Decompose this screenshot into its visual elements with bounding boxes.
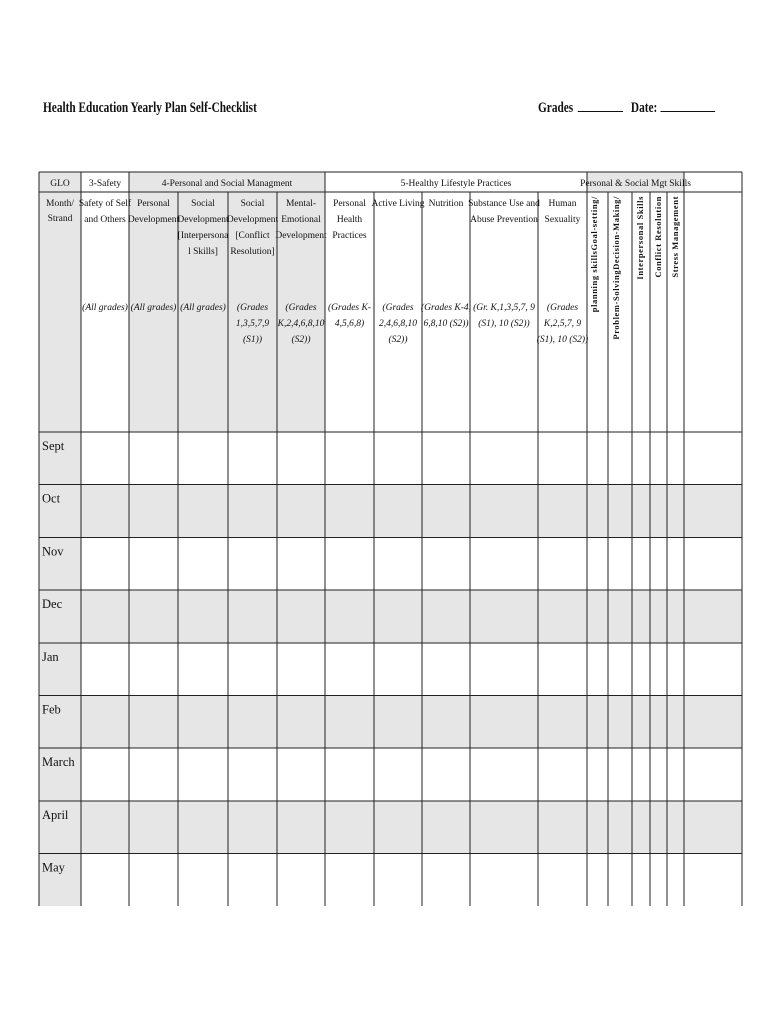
checklist-cell[interactable] [632,485,650,538]
checklist-cell[interactable] [422,537,470,590]
checklist-cell[interactable] [374,643,422,696]
checklist-cell[interactable] [587,485,608,538]
checklist-cell[interactable] [667,748,684,801]
checklist-cell[interactable] [650,432,667,485]
group-safety: 3-Safety [88,179,122,189]
checklist-cell[interactable] [538,537,587,590]
checklist-cell[interactable] [608,854,632,907]
checklist-cell[interactable] [608,590,632,643]
checklist-cell[interactable] [178,537,228,590]
checklist-cell[interactable] [374,748,422,801]
checklist-cell[interactable] [587,590,608,643]
checklist-cell[interactable] [422,485,470,538]
checklist-cell[interactable] [632,590,650,643]
checklist-cell[interactable] [277,854,325,907]
checklist-cell[interactable] [684,854,742,907]
checklist-cell[interactable] [470,748,538,801]
checklist-cell[interactable] [228,485,277,538]
checklist-cell[interactable] [470,485,538,538]
skill-header-1: planning skillsGoal-setting/ [589,196,599,313]
column-header-4: Resolution] [230,247,275,257]
checklist-cell[interactable] [538,432,587,485]
checklist-cell[interactable] [81,485,129,538]
checklist-cell[interactable] [650,801,667,854]
checklist-cell[interactable] [228,696,277,749]
checklist-cell[interactable] [608,748,632,801]
checklist-cell[interactable] [538,696,587,749]
checklist-cell[interactable] [129,537,178,590]
checklist-cell[interactable] [178,590,228,643]
checklist-cell[interactable] [650,590,667,643]
column-grades-4: (Grades [236,303,269,313]
checklist-cell[interactable] [587,696,608,749]
checklist-cell[interactable] [81,590,129,643]
checklist-cell[interactable] [608,696,632,749]
checklist-cell[interactable] [422,590,470,643]
checklist-cell[interactable] [228,801,277,854]
month-label-march: March [42,755,75,770]
checklist-cell[interactable] [538,748,587,801]
checklist-cell[interactable] [325,643,374,696]
checklist-cell[interactable] [277,590,325,643]
checklist-cell[interactable] [325,537,374,590]
checklist-cell[interactable] [470,590,538,643]
checklist-cell[interactable] [667,485,684,538]
checklist-cell[interactable] [470,643,538,696]
checklist-cell[interactable] [667,696,684,749]
column-header-2: Personal [137,199,170,209]
column-grades-10: K,2,5,7, 9 [543,319,582,329]
checklist-cell[interactable] [228,590,277,643]
column-grades-3: (All grades) [180,303,226,313]
checklist-cell[interactable] [277,643,325,696]
column-header-3: Social [191,199,215,209]
group-healthy-lifestyle: 5-Healthy Lifestyle Practices [400,179,512,189]
checklist-cell[interactable] [374,537,422,590]
checklist-cell[interactable] [650,696,667,749]
month-label-jan: Jan [42,649,59,664]
checklist-cell[interactable] [325,485,374,538]
checklist-cell[interactable] [470,432,538,485]
glo-column-shade [39,172,81,906]
checklist-cell[interactable] [650,854,667,907]
column-grades-5: K,2,4,6,8,10 [277,319,325,329]
checklist-cell[interactable] [667,432,684,485]
month-label-sept: Sept [42,439,65,453]
checklist-cell[interactable] [632,854,650,907]
column-header-9: Abuse Prevention [470,215,538,225]
checklist-cell[interactable] [470,696,538,749]
checklist-cell[interactable] [632,801,650,854]
checklist-cell[interactable] [422,801,470,854]
checklist-cell[interactable] [178,643,228,696]
checklist-cell[interactable] [632,432,650,485]
checklist-cell[interactable] [374,432,422,485]
checklist-cell[interactable] [667,801,684,854]
checklist-cell[interactable] [374,590,422,643]
column-grades-10: (S1), 10 (S2)) [536,335,589,345]
column-grades-2: (All grades) [130,303,177,313]
month-label-oct: Oct [42,491,61,506]
group-skills: Personal & Social Mgt Skills [580,179,691,189]
checklist-cell[interactable] [81,748,129,801]
checklist-cell[interactable] [684,643,742,696]
checklist-cell[interactable] [325,854,374,907]
checklist-cell[interactable] [277,748,325,801]
checklist-cell[interactable] [632,537,650,590]
checklist-cell[interactable] [470,537,538,590]
month-label-nov: Nov [42,544,64,559]
month-label-may: May [42,860,65,875]
page-title: Health Education Yearly Plan Self-Checklist [43,100,257,116]
checklist-cell[interactable] [650,748,667,801]
checklist-cell[interactable] [277,537,325,590]
checklist-cell[interactable] [470,801,538,854]
checklist-cell[interactable] [608,643,632,696]
column-header-3: l Skills] [188,247,218,257]
checklist-cell[interactable] [129,432,178,485]
column-header-5: Development [275,231,327,241]
checklist-cell[interactable] [277,696,325,749]
checklist-cell[interactable] [81,801,129,854]
checklist-cell[interactable] [422,854,470,907]
checklist-cell[interactable] [608,432,632,485]
glo-label: GLO [50,179,70,189]
checklist-cell[interactable] [228,748,277,801]
column-header-3: Development [177,215,229,225]
column-header-7: Active Living [371,199,425,209]
checklist-cell[interactable] [277,432,325,485]
checklist-cell[interactable] [325,748,374,801]
column-header-4: Social [240,199,265,209]
checklist-cell[interactable] [325,432,374,485]
column-grades-5: (S2)) [291,335,311,345]
column-header-3: [Interpersona [177,231,229,241]
checklist-cell[interactable] [178,748,228,801]
column-header-4: [Conflict [235,231,270,241]
checklist-cell[interactable] [325,801,374,854]
checklist-cell[interactable] [632,748,650,801]
checklist-cell[interactable] [129,590,178,643]
checklist-cell[interactable] [684,801,742,854]
column-grades-6: (Grades K- [327,303,372,313]
checklist-cell[interactable] [684,590,742,643]
checklist-cell[interactable] [178,485,228,538]
checklist-cell[interactable] [178,696,228,749]
checklist-cell[interactable] [587,643,608,696]
checklist-cell[interactable] [129,485,178,538]
checklist-cell[interactable] [228,432,277,485]
checklist-cell[interactable] [374,801,422,854]
checklist-cell[interactable] [684,748,742,801]
checklist-cell[interactable] [81,643,129,696]
checklist-cell[interactable] [650,485,667,538]
checklist-cell[interactable] [325,696,374,749]
group-personal-social: 4-Personal and Social Managment [161,179,293,189]
checklist-cell[interactable] [374,696,422,749]
checklist-cell[interactable] [587,854,608,907]
checklist-cell[interactable] [538,590,587,643]
checklist-cell[interactable] [538,485,587,538]
checklist-cell[interactable] [81,696,129,749]
checklist-cell[interactable] [178,801,228,854]
checklist-cell[interactable] [470,854,538,907]
checklist-cell[interactable] [587,748,608,801]
checklist-cell[interactable] [325,590,374,643]
checklist-cell[interactable] [422,643,470,696]
column-header-6: Health [336,215,363,225]
column-header-1: and Others [84,215,126,225]
column-header-6: Personal [333,199,366,209]
month-strand-label: Strand [47,214,73,224]
checklist-cell[interactable] [422,748,470,801]
checklist-cell[interactable] [129,643,178,696]
checklist-cell[interactable] [608,801,632,854]
column-header-2: Development [127,215,180,225]
column-header-5: Emotional [281,215,321,225]
checklist-cell[interactable] [228,854,277,907]
checklist-cell[interactable] [178,854,228,907]
checklist-cell[interactable] [81,854,129,907]
checklist-cell[interactable] [650,537,667,590]
column-header-9: Substance Use and [468,199,540,209]
column-grades-8: 6,8,10 (S2)) [423,319,469,329]
checklist-cell[interactable] [374,854,422,907]
checklist-cell[interactable] [684,485,742,538]
column-grades-6: 4,5,6,8) [334,319,365,329]
checklist-cell[interactable] [129,801,178,854]
column-grades-5: (Grades [285,303,317,313]
column-grades-7: 2,4,6,8,10 [379,319,417,329]
column-grades-4: (S1)) [243,335,262,345]
checklist-cell[interactable] [129,748,178,801]
checklist-cell[interactable] [684,696,742,749]
column-grades-9: (Gr. K,1,3,5,7, 9 [473,303,535,313]
skill-header-4: Conflict Resolution [653,196,663,278]
column-header-5: Mental- [285,199,317,209]
checklist-cell[interactable] [650,643,667,696]
month-label-april: April [42,807,69,822]
checklist-cell[interactable] [178,432,228,485]
column-grades-1: (All grades) [82,303,128,313]
checklist-cell[interactable] [608,485,632,538]
column-header-1: Safety of Self [78,199,132,209]
month-label-feb: Feb [42,702,61,717]
checklist-cell[interactable] [129,696,178,749]
checklist-cell[interactable] [81,537,129,590]
column-header-8: Nutrition [428,199,464,209]
checklist-cell[interactable] [684,537,742,590]
month-strand-label: Month/ [46,199,74,209]
column-grades-8: (Grades K-4, [420,303,472,313]
checklist-cell[interactable] [632,643,650,696]
checklist-cell[interactable] [587,801,608,854]
column-grades-10: (Grades [546,303,579,313]
grades-label: Grades [538,100,574,116]
checklist-cell[interactable] [632,696,650,749]
checklist-cell[interactable] [667,854,684,907]
checklist-cell[interactable] [422,432,470,485]
column-header-4: Development [226,215,279,225]
column-header-6: Practices [332,231,367,241]
checklist-cell[interactable] [538,643,587,696]
skill-header-2: Problem-SolvingDecision-Making/ [611,196,621,340]
checklist-cell[interactable] [81,432,129,485]
skill-header-3: Interpersonal Skills [635,196,645,280]
date-label: Date: [630,100,658,116]
column-grades-7: (Grades [382,303,414,313]
column-grades-4: 1,3,5,7,9 [235,319,270,329]
checklist-cell[interactable] [538,801,587,854]
checklist-cell[interactable] [374,485,422,538]
column-grades-9: (S1), 10 (S2)) [478,319,530,329]
skill-header-5: Stress Management [670,196,680,278]
checklist-cell[interactable] [277,801,325,854]
checklist-cell[interactable] [587,537,608,590]
checklist-cell[interactable] [608,537,632,590]
column-grades-7: (S2)) [388,335,408,345]
checklist-cell[interactable] [667,590,684,643]
checklist-cell[interactable] [667,537,684,590]
column-header-10: Human [548,199,577,209]
checklist-cell[interactable] [667,643,684,696]
checklist-cell[interactable] [129,854,178,907]
checklist-cell[interactable] [228,537,277,590]
column-header-10: Sexuality [544,215,581,225]
checklist-cell[interactable] [587,432,608,485]
month-label-dec: Dec [42,597,63,612]
checklist-cell[interactable] [422,696,470,749]
checklist-cell[interactable] [228,643,277,696]
checklist-cell[interactable] [277,485,325,538]
checklist-cell[interactable] [684,432,742,485]
checklist-cell[interactable] [538,854,587,907]
